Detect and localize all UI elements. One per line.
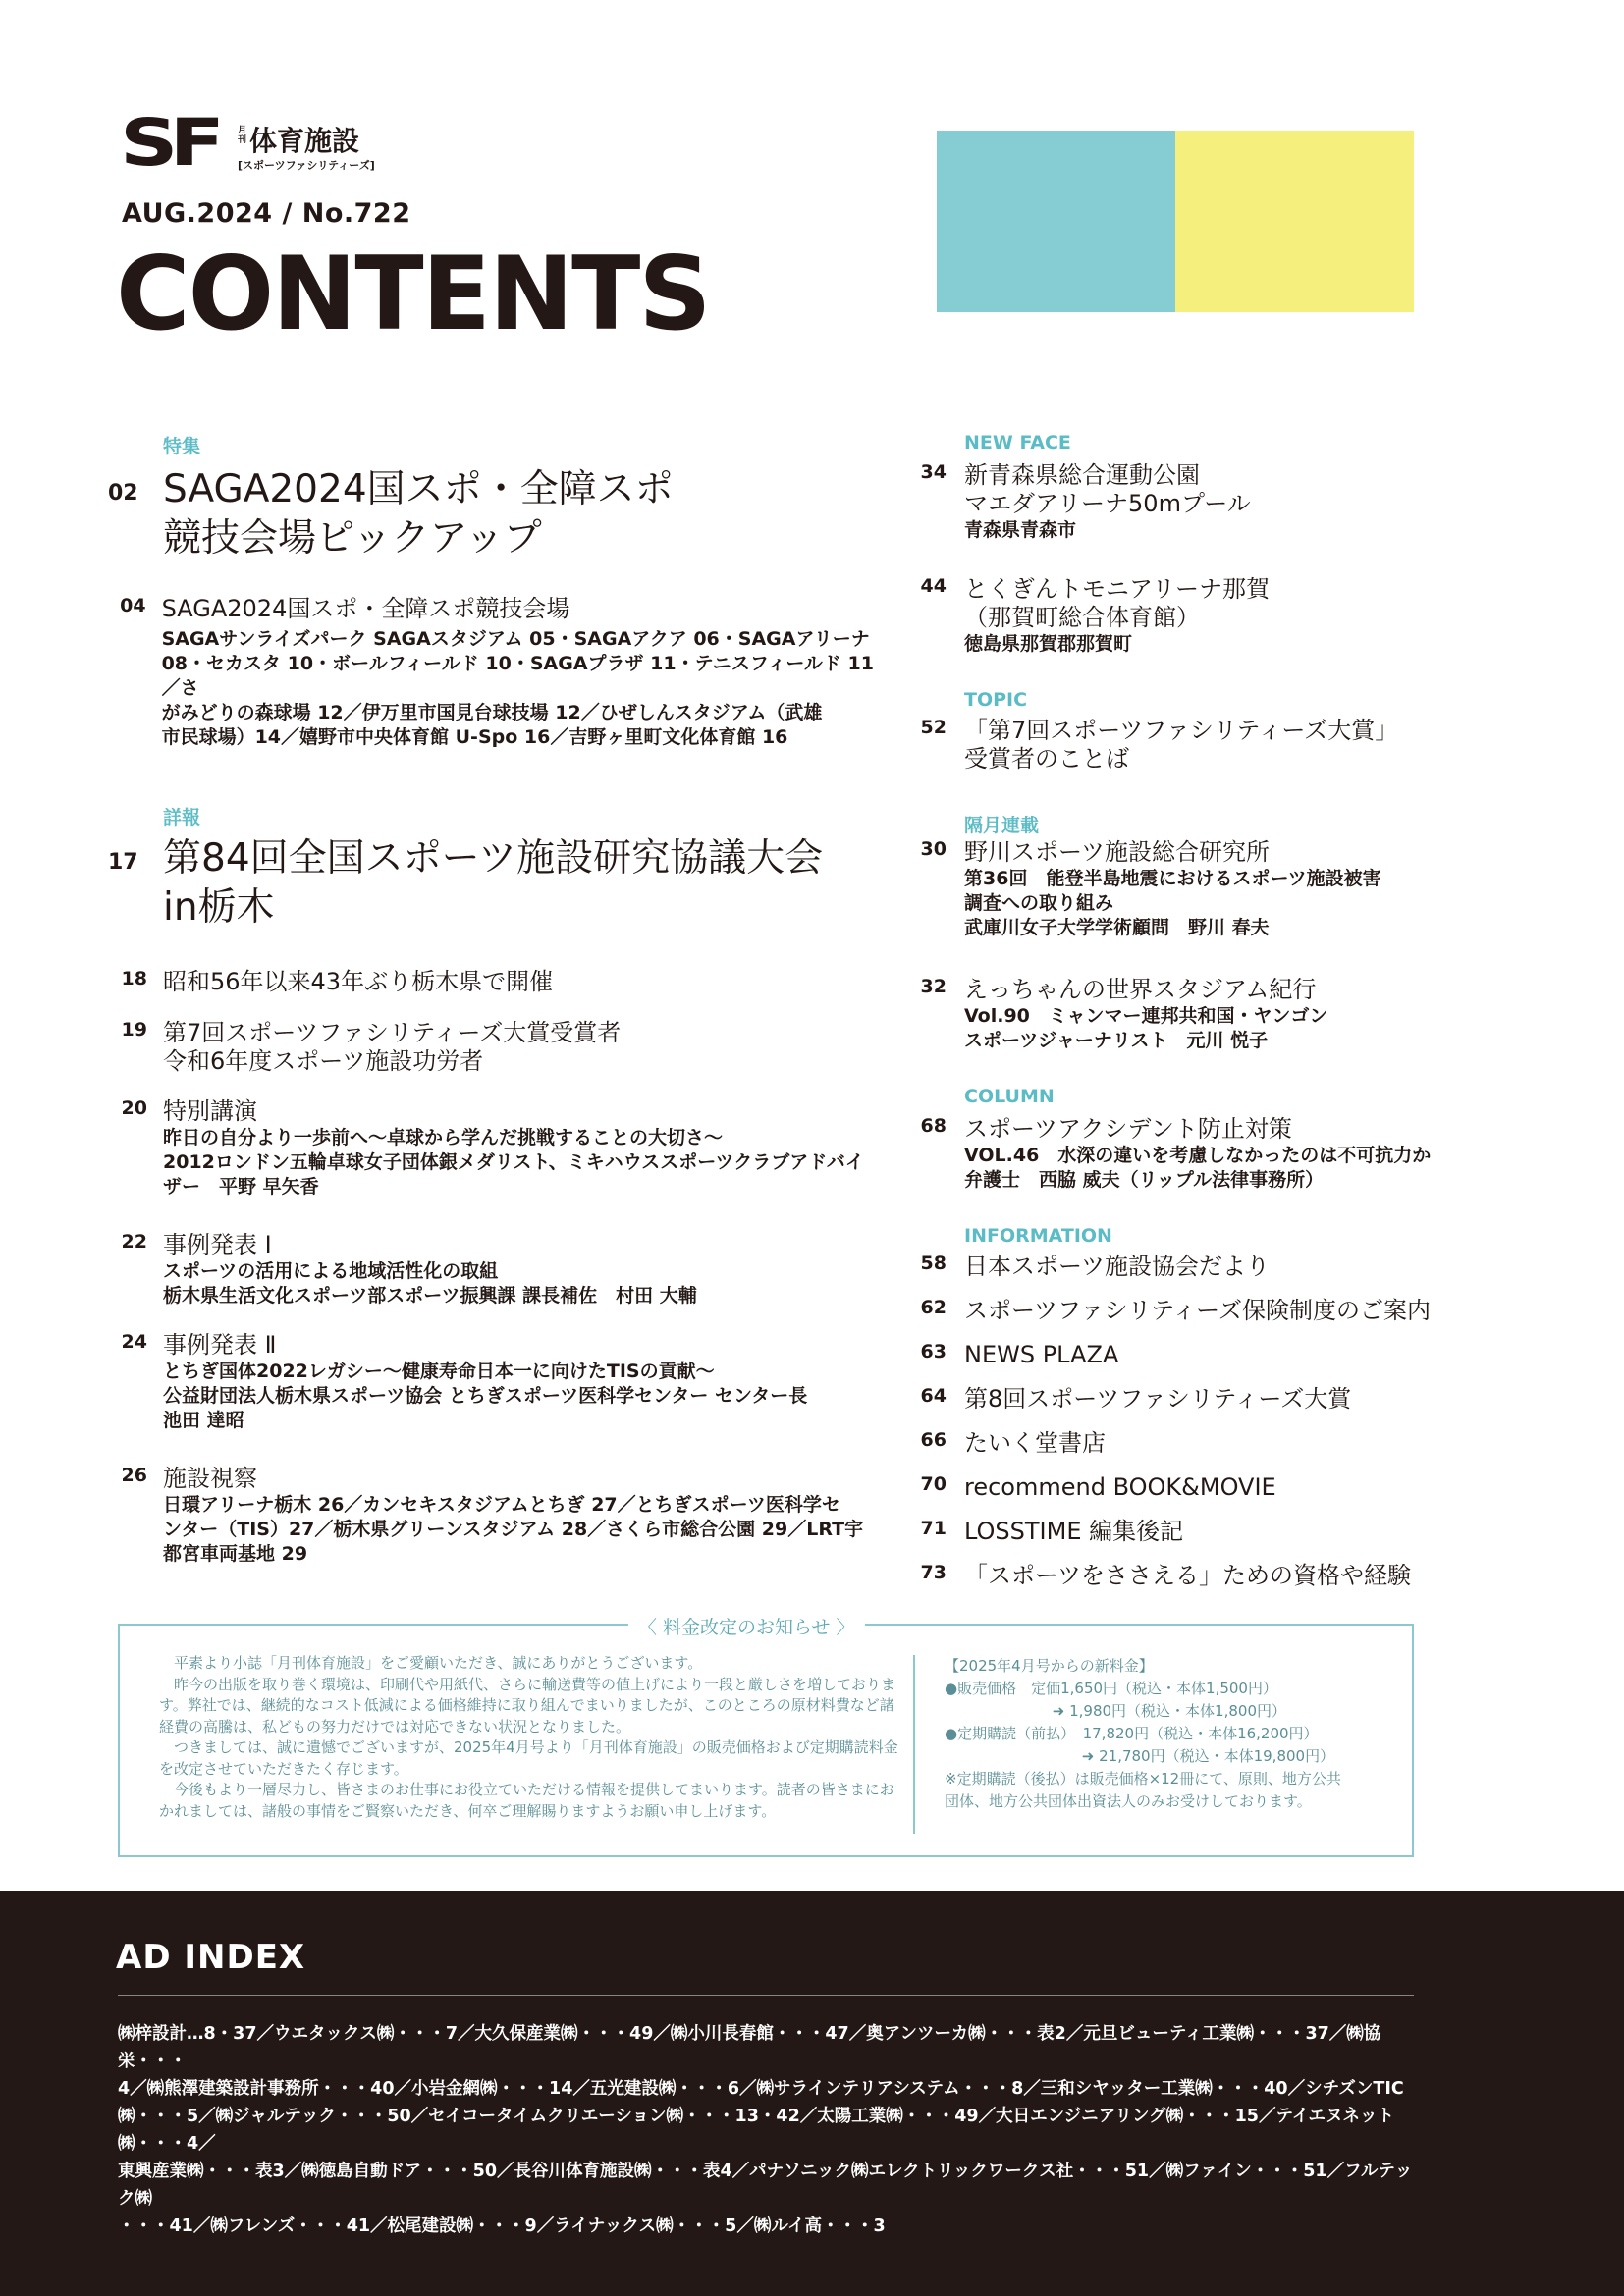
page-title: CONTENTS: [116, 236, 710, 353]
toc-entry-17[interactable]: [108, 834, 823, 933]
toc-entry-04[interactable]: [114, 595, 880, 750]
toc-entry-34[interactable]: [913, 461, 1251, 543]
notice-title: 〈 料金改定のお知らせ 〉: [628, 1613, 865, 1639]
page-number: 26: [121, 1465, 147, 1486]
entry-title: SAGA2024国スポ・全障スポ競技会場: [161, 595, 570, 622]
detail-line: 公益財団法人栃木県スポーツ協会 とちぎスポーツ医科学センター センター長: [163, 1385, 808, 1407]
entry-title: スポーツアクシデント防止対策: [964, 1115, 1292, 1143]
ad-index-line: 東興産業㈱・・・表3／㈱徳島自動ドア・・・50／長谷川体育施設㈱・・・表4／パナソニック㈱エレクトリックワークス社・・・51／㈱ファイン・・・51／フルテック㈱: [118, 2162, 1413, 2209]
entry-title: recommend BOOK&MOVIE: [964, 1473, 1276, 1501]
toc-entry-71[interactable]: [913, 1518, 1431, 1562]
entry-title: 受賞者のことば: [964, 745, 1129, 773]
page-number: 20: [121, 1097, 147, 1119]
fee-line: ※定期購読（後払）は販売価格×12冊にて、原則、地方公共: [945, 1770, 1341, 1788]
new-price-info: [945, 1655, 1396, 1813]
entry-title: 野川スポーツ施設総合研究所: [964, 838, 1271, 866]
fee-line: 団体、地方公共団体出資法人のみお受けしております。: [945, 1792, 1312, 1810]
information-list: [913, 1253, 1431, 1606]
detail-line: 昨日の自分より一歩前へ～卓球から学んだ挑戦することの大切さ～: [163, 1127, 724, 1148]
logo-text: [238, 126, 375, 173]
page-number: 52: [920, 717, 947, 738]
page-number: 62: [920, 1297, 947, 1318]
toc-entry-62[interactable]: [913, 1297, 1431, 1341]
page-number: 64: [920, 1385, 947, 1407]
entry-title: 昭和56年以来43年ぶり栃木県で開催: [163, 968, 554, 995]
report-title-line1: 第84回全国スポーツ施設研究協議大会: [163, 836, 824, 881]
entry-detail: [163, 1259, 697, 1308]
entry-detail: [964, 867, 1381, 940]
notice-paragraph: 昨今の出版を取り巻く環境は、印刷代や用紙代、さらに輸送費等の値上げにより一段と厳しさを増しておりま す。弊社では、継続的なコスト低減による価格維持に取り組んでまいりましたが、このところの原材料費など諸経費の高騰は、私どもの努力だけでは対応できない状況となりました。: [159, 1675, 896, 1735]
ad-index-list: [118, 2020, 1418, 2240]
detail-line: がみどりの森球場 12／伊万里市国見台球技場 12／ひぜしんスタジアム（武雄: [161, 702, 823, 723]
ad-index-line: ㈱・・・5／㈱ジャルテック・・・50／セイコータイムクリエーション㈱・・・13・42／太陽工業㈱・・・49／大日エンジニアリング㈱・・・15／テイエヌネット㈱・・・4／: [118, 2107, 1395, 2154]
entry-title: NEWS PLAZA: [964, 1341, 1119, 1368]
detail-line: 第36回 能登半島地震におけるスポーツ施設被害: [964, 868, 1381, 889]
detail-line: 08・セカスタ 10・ボールフィールド 10・SAGAプラザ 11・テニスフィールド 11／さ: [161, 653, 874, 699]
entry-title: 第7回スポーツファシリティーズ大賞受賞者: [163, 1019, 622, 1046]
ad-index-title: AD INDEX: [116, 1938, 306, 1977]
toc-entry-52[interactable]: [913, 717, 1398, 774]
toc-entry-64[interactable]: [913, 1385, 1431, 1429]
detail-line: VOL.46 水深の違いを考慮しなかったのは不可抗力か: [964, 1145, 1432, 1166]
entry-detail: [163, 1126, 864, 1200]
section-label-newface: NEW FACE: [964, 432, 1071, 454]
toc-entry-30[interactable]: [913, 838, 1381, 940]
detail-line: ンター（TIS）27／栃木県グリーンスタジアム 28／さくら市総合公園 29／LRT宇: [163, 1519, 864, 1540]
notice-body: [159, 1653, 905, 1822]
notice-paragraph: つきましては、誠に遺憾でございますが、2025年4月号より「月刊体育施設」の販売価格および定期購読料金を改定させていただきたく存じます。: [159, 1738, 898, 1778]
entry-title: 事例発表 Ⅰ: [163, 1231, 272, 1258]
detail-line: 都宮車両基地 29: [163, 1543, 308, 1565]
toc-entry-26[interactable]: [114, 1465, 899, 1567]
detail-line: Vol.90 ミャンマー連邦共和国・ヤンゴン: [964, 1005, 1328, 1027]
notice-divider: [913, 1655, 915, 1834]
detail-line: 市民球場）14／嬉野市中央体育館 U-Spo 16／吉野ヶ里町文化体育館 16: [161, 726, 788, 748]
section-label-feature: 特集: [163, 436, 201, 457]
entry-detail: [163, 1493, 863, 1567]
page-number: 68: [920, 1115, 947, 1137]
page-number: 70: [920, 1473, 947, 1495]
detail-line: 日環アリーナ栃木 26／カンセキスタジアムとちぎ 27／とちぎスポーツ医科学セ: [163, 1494, 840, 1516]
page-number: 19: [121, 1019, 147, 1041]
page-number: 34: [920, 461, 947, 483]
toc-entry-73[interactable]: [913, 1562, 1431, 1606]
page-number: 04: [120, 595, 146, 616]
notice-paragraph: 今後もより一層尽力し、皆さまのお仕事にお役立ていただける情報を提供してまいります。読者の皆さまにおかれましては、諸般の事情をご賢察いただき、何卒ご理解賜りますようお願い申し上げます。: [159, 1781, 894, 1820]
fee-line: 【2025年4月号からの新料金】: [945, 1657, 1154, 1675]
detail-line: 弁護士 西脇 威夫（リップル法律事務所）: [964, 1169, 1325, 1191]
detail-line: 武庫川女子大学学術顧問 野川 春夫: [964, 917, 1270, 938]
toc-entry-19[interactable]: [114, 1019, 621, 1076]
magazine-logo: [120, 105, 375, 181]
page-number: 18: [121, 968, 147, 989]
entry-detail: 徳島県那賀郡那賀町: [964, 633, 1133, 655]
logo-small: 月刊: [238, 126, 247, 145]
page-number: 32: [920, 976, 947, 997]
entry-title: LOSSTIME 編集後記: [964, 1518, 1184, 1545]
fee-line: ●定期購読（前払） 17,820円（税込・本体16,200円）: [945, 1725, 1319, 1742]
entry-title: 「第7回スポーツファシリティーズ大賞」: [964, 717, 1399, 744]
entry-title: （那賀町総合体育館）: [964, 604, 1200, 631]
fee-line: ➜ 21,780円（税込・本体19,800円）: [945, 1747, 1335, 1765]
detail-line: とちぎ国体2022レガシー～健康寿命日本一に向けたTISの貢献～: [163, 1361, 715, 1382]
page-number: 22: [121, 1231, 147, 1253]
entry-detail: 青森県青森市: [964, 519, 1077, 541]
entry-title: 令和6年度スポーツ施設功労者: [163, 1047, 484, 1075]
page-number: 24: [121, 1331, 147, 1353]
entry-title: 施設視察: [163, 1465, 257, 1492]
entry-title: 「スポーツをささえる」ための資格や経験: [964, 1562, 1412, 1589]
fee-line: ➜ 1,980円（税込・本体1,800円）: [945, 1702, 1286, 1720]
detail-line: 2012ロンドン五輪卓球女子団体銀メダリスト、ミキハウススポーツクラブアドバイ: [163, 1151, 864, 1173]
toc-entry-18[interactable]: [114, 968, 553, 996]
detail-line: 調査への取り組み: [964, 892, 1114, 914]
page-number: 73: [920, 1562, 947, 1583]
page-number: 66: [920, 1429, 947, 1451]
feature-title-line1: SAGA2024国スポ・全障スポ: [163, 467, 674, 511]
entry-title: 第8回スポーツファシリティーズ大賞: [964, 1385, 1352, 1413]
entry-title: とくぎんトモニアリーナ那賀: [964, 575, 1271, 603]
toc-entry-24[interactable]: [114, 1331, 899, 1433]
fee-line: ●販売価格 定価1,650円（税込・本体1,500円）: [945, 1680, 1277, 1697]
toc-entry-02[interactable]: [108, 465, 674, 563]
toc-entry-70[interactable]: [913, 1473, 1431, 1518]
entry-title: 事例発表 Ⅱ: [163, 1331, 277, 1359]
page-number: 44: [920, 575, 947, 597]
page-number: 17: [108, 850, 138, 875]
toc-entry-32[interactable]: [913, 976, 1327, 1053]
entry-title: たいく堂書店: [964, 1429, 1106, 1457]
detail-line: ザー 平野 早矢香: [163, 1176, 319, 1198]
logo-title: 体育施設: [249, 125, 360, 157]
page-number: 30: [920, 838, 947, 860]
detail-line: スポーツジャーナリスト 元川 悦子: [964, 1030, 1269, 1051]
ad-index-line: ・・・41／㈱フレンズ・・・41／松尾建設㈱・・・9／ライナックス㈱・・・5／㈱ルイ高・・・3: [118, 2216, 886, 2236]
feature-title: [163, 465, 674, 563]
detail-line: スポーツの活用による地域活性化の取組: [163, 1260, 499, 1282]
page-number: 58: [920, 1253, 947, 1274]
entry-title: 特別講演: [163, 1097, 257, 1125]
section-label-column: COLUMN: [964, 1086, 1055, 1107]
entry-detail: [162, 627, 880, 750]
section-label-topic: TOPIC: [964, 689, 1028, 711]
logo-mark: SF: [120, 105, 217, 181]
section-label-bimonthly: 隔月連載: [964, 815, 1040, 836]
section-label-information: INFORMATION: [964, 1225, 1112, 1247]
entry-title: 新青森県総合運動公園: [964, 461, 1200, 489]
entry-title: 日本スポーツ施設協会だより: [964, 1253, 1271, 1280]
entry-detail: [163, 1360, 807, 1433]
ad-index-divider: [118, 1995, 1414, 1996]
issue-number: AUG.2024 / No.722: [122, 198, 411, 229]
page-number: 63: [920, 1341, 947, 1362]
entry-detail: [964, 1144, 1431, 1193]
ad-index-line: 4／㈱熊澤建築設計事務所・・・40／小岩金網㈱・・・14／五光建設㈱・・・6／㈱サラインテリアシステム・・・8／三和シヤッター工業㈱・・・40／シチズンTIC: [118, 2079, 1404, 2099]
entry-detail: [964, 1004, 1327, 1053]
toc-entry-68[interactable]: [913, 1115, 1431, 1193]
toc-entry-44[interactable]: [913, 575, 1270, 657]
report-title-line2: in栃木: [163, 885, 275, 930]
section-label-report: 詳報: [163, 807, 201, 828]
detail-line: 栃木県生活文化スポーツ部スポーツ振興課 課長補佐 村田 大輔: [163, 1285, 697, 1307]
toc-entry-66[interactable]: [913, 1429, 1431, 1473]
detail-line: SAGAサンライズパーク SAGAスタジアム 05・SAGAアクア 06・SAGAアリーナ: [161, 628, 870, 650]
teal-color-block: [937, 131, 1175, 312]
entry-title: マエダアリーナ50mプール: [964, 490, 1251, 517]
toc-entry-63[interactable]: [913, 1341, 1431, 1385]
logo-tagline: [スポーツファシリティーズ]: [238, 159, 375, 172]
detail-line: 池田 達昭: [163, 1410, 244, 1431]
yellow-color-block: [1175, 131, 1414, 312]
ad-index-line: ㈱梓設計…8・37／ウエタックス㈱・・・7／大久保産業㈱・・・49／㈱小川長春館・・・47／奥アンツーカ㈱・・・表2／元旦ビューティ工業㈱・・・37／㈱協栄・・・: [118, 2024, 1381, 2071]
notice-paragraph: 平素より小誌「月刊体育施設」をご愛顧いただき、誠にありがとうございます。: [174, 1654, 703, 1672]
feature-title-line2: 競技会場ピックアップ: [163, 516, 542, 561]
toc-entry-20[interactable]: [114, 1097, 899, 1200]
toc-entry-58[interactable]: [913, 1253, 1431, 1297]
page-number: 02: [108, 481, 138, 506]
entry-title: スポーツファシリティーズ保険制度のご案内: [964, 1297, 1431, 1324]
entry-title: えっちゃんの世界スタジアム紀行: [964, 976, 1317, 1003]
page-number: 71: [920, 1518, 947, 1539]
toc-entry-22[interactable]: [114, 1231, 899, 1308]
